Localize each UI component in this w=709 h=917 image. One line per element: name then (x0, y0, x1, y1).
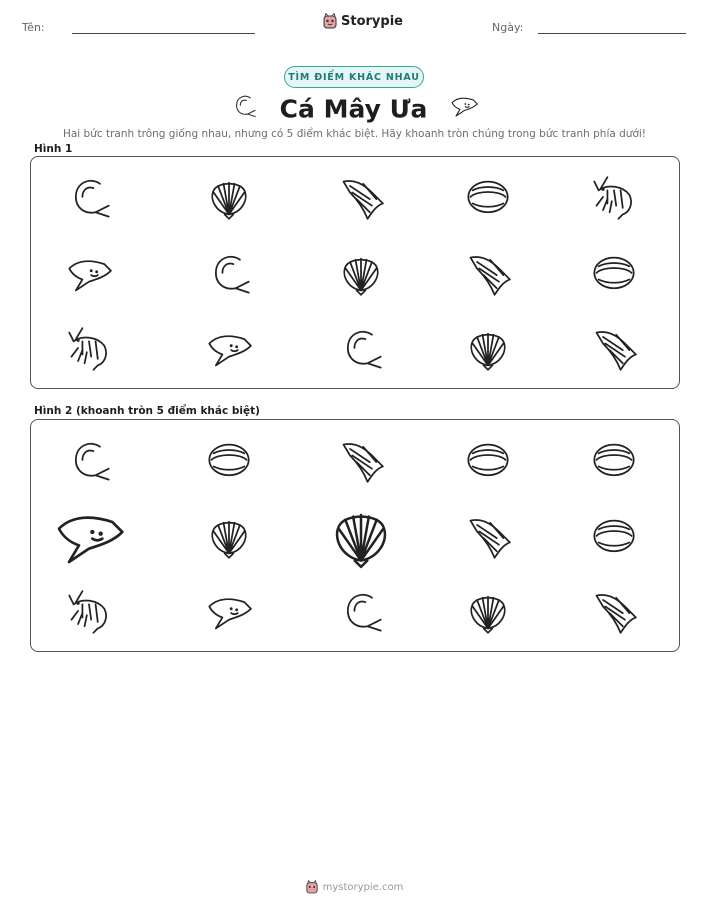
title-text: Cá Mây Ưa (279, 94, 428, 124)
picture-item (206, 326, 252, 372)
hook-fish-icon (66, 175, 112, 221)
clam-icon (465, 175, 511, 221)
picture-item[interactable] (465, 438, 511, 484)
picture-item (206, 251, 252, 297)
picture-item[interactable] (591, 589, 637, 635)
picture-item[interactable] (591, 438, 637, 484)
picture-item[interactable] (338, 438, 384, 484)
picture-item[interactable] (66, 438, 112, 484)
date-field-line[interactable] (538, 33, 686, 34)
picture-item[interactable] (206, 514, 252, 560)
stingray-icon (450, 92, 478, 120)
footer (0, 880, 709, 894)
picture-item[interactable] (465, 589, 511, 635)
clam-icon (206, 438, 252, 484)
picture-item[interactable] (591, 514, 637, 560)
stingray-icon (206, 326, 252, 372)
picture-item[interactable] (328, 504, 394, 570)
picture-item (66, 175, 112, 221)
clam-icon (591, 438, 637, 484)
picture2-frame[interactable] (30, 419, 680, 652)
activity-badge: TÌM ĐIỂM KHÁC NHAU (284, 66, 424, 88)
picture-item (66, 326, 112, 372)
storypie-mascot-icon (306, 880, 318, 894)
picture-item (465, 175, 511, 221)
stingray-icon (66, 251, 112, 297)
scallop-shell-icon (465, 326, 511, 372)
picture-item[interactable] (66, 589, 112, 635)
scallop-shell-icon (328, 504, 394, 570)
picture1-label: Hình 1 (34, 143, 73, 155)
fish-fin-icon (465, 251, 511, 297)
fish-fin-icon (338, 175, 384, 221)
date-label: Ngày: (492, 21, 524, 34)
picture-item (338, 175, 384, 221)
shrimp-icon (591, 175, 637, 221)
name-field-line[interactable] (72, 33, 255, 34)
scallop-shell-icon (465, 589, 511, 635)
footer-site: mystorypie.com (322, 881, 404, 893)
picture-item (465, 251, 511, 297)
hook-fish-icon (231, 93, 257, 125)
scallop-shell-icon (338, 251, 384, 297)
picture-item (591, 175, 637, 221)
scallop-shell-icon (206, 175, 252, 221)
hook-fish-icon (206, 251, 252, 297)
clam-icon (465, 438, 511, 484)
name-label: Tên: (22, 21, 45, 34)
picture-item (465, 326, 511, 372)
picture-item (591, 251, 637, 297)
hook-fish-icon (338, 326, 384, 372)
brand-name: Storypie (341, 13, 403, 29)
picture-item (338, 326, 384, 372)
picture-item[interactable] (206, 438, 252, 484)
picture2-label: Hình 2 (khoanh tròn 5 điểm khác biệt) (34, 405, 260, 417)
picture-item[interactable] (338, 589, 384, 635)
fish-fin-icon (465, 514, 511, 560)
fish-fin-icon (338, 438, 384, 484)
shrimp-icon (66, 589, 112, 635)
hook-fish-icon (338, 589, 384, 635)
picture-item (591, 326, 637, 372)
fish-fin-icon (591, 326, 637, 372)
storypie-mascot-icon (323, 13, 337, 29)
clam-icon (591, 251, 637, 297)
stingray-icon (54, 502, 124, 572)
hook-fish-icon (231, 93, 257, 119)
picture-item[interactable] (54, 502, 124, 572)
picture-item (206, 175, 252, 221)
page-title (0, 92, 709, 126)
picture-item (66, 251, 112, 297)
picture-item[interactable] (465, 514, 511, 560)
picture-item[interactable] (206, 589, 252, 635)
stingray-icon (450, 92, 478, 126)
picture1-frame (30, 156, 680, 389)
hook-fish-icon (66, 438, 112, 484)
picture-item (338, 251, 384, 297)
scallop-shell-icon (206, 514, 252, 560)
instructions: Hai bức tranh trông giống nhau, nhưng có 5 điểm khác biệt. Hãy khoanh tròn chúng trong bức tranh phía dưới! (62, 128, 647, 140)
brand-logo (323, 13, 403, 29)
fish-fin-icon (591, 589, 637, 635)
shrimp-icon (66, 326, 112, 372)
clam-icon (591, 514, 637, 560)
stingray-icon (206, 589, 252, 635)
